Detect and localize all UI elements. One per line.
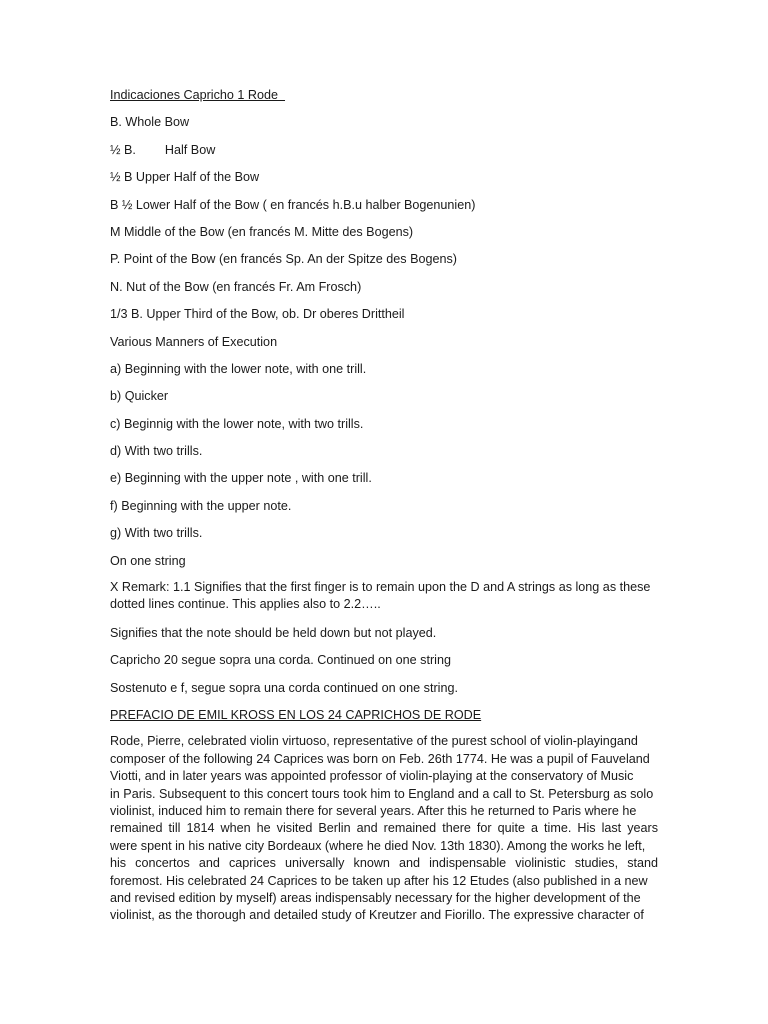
preface-line: violinist, induced him to remain there for several years. After this he returned to Paris where he xyxy=(110,804,637,819)
instruction-line: N. Nut of the Bow (en francés Fr. Am Frosch) xyxy=(110,279,362,294)
preface-heading: PREFACIO DE EMIL KROSS EN LOS 24 CAPRICHOS DE RODE xyxy=(110,708,482,723)
preface-line: Rode, Pierre, celebrated violin virtuoso, representative of the purest school of violin-playingand xyxy=(110,734,638,749)
document-body xyxy=(110,86,658,935)
execution-item: f) Beginning with the upper note. xyxy=(110,498,292,513)
instruction-line: On one string xyxy=(110,553,186,568)
remark-line: dotted lines continue. This applies also to 2.2….. xyxy=(110,597,381,612)
execution-item: c) Beginnig with the lower note, with two trills. xyxy=(110,416,364,431)
preface-line: composer of the following 24 Caprices was born on Feb. 26th 1774. He was a pupil of Fauveland xyxy=(110,751,650,766)
note-line: Capricho 20 segue sopra una corda. Continued on one string xyxy=(110,653,451,668)
note-line: Signifies that the note should be held down but not played. xyxy=(110,625,437,640)
note-line: Sostenuto e f, segue sopra una corda continued on one string. xyxy=(110,680,458,695)
preface-line: were spent in his native city Bordeaux (where he died Nov. 13th 1830). Among the works he left, xyxy=(110,838,646,853)
preface-line: his concertos and caprices universally known and indispensable violinistic studies, stand xyxy=(110,856,658,871)
execution-item: d) With two trills. xyxy=(110,444,203,459)
instruction-line: ½ B Upper Half of the Bow xyxy=(110,170,260,185)
execution-item: g) With two trills. xyxy=(110,526,203,541)
half-bow-label: Half Bow xyxy=(164,142,216,157)
preface-line: Viotti, and in later years was appointed professor of violin-playing at the conservatory of Music xyxy=(110,769,634,784)
preface-line: violinist, as the thorough and detailed study of Kreutzer and Fiorillo. The expressive character of xyxy=(110,908,644,923)
remark-paragraph xyxy=(110,579,658,614)
execution-item: e) Beginning with the upper note , with one trill. xyxy=(110,471,372,486)
instruction-line: B. Whole Bow xyxy=(110,115,190,130)
instruction-line: B ½ Lower Half of the Bow ( en francés h.B.u halber Bogenunien) xyxy=(110,197,476,212)
preface-paragraph xyxy=(110,733,658,924)
preface-line: remained till 1814 when he visited Berlin and remained there for quite a time. His last years xyxy=(110,821,658,836)
section-label: Various Manners of Execution xyxy=(110,334,278,349)
preface-line: foremost. His celebrated 24 Caprices to be taken up after his 12 Etudes (also published in a new xyxy=(110,873,648,888)
preface-line: in Paris. Subsequent to this concert tours took him to England and a call to St. Petersburg as solo xyxy=(110,786,654,801)
instruction-line-half-bow xyxy=(110,141,658,159)
instruction-line: 1/3 B. Upper Third of the Bow, ob. Dr oberes Drittheil xyxy=(110,307,405,322)
half-bow-abbrev: ½ B. xyxy=(110,142,136,157)
remark-line: X Remark: 1.1 Signifies that the first finger is to remain upon the D and A strings as long as these xyxy=(110,580,651,595)
instruction-line: M Middle of the Bow (en francés M. Mitte des Bogens) xyxy=(110,224,414,239)
document-title: Indicaciones Capricho 1 Rode xyxy=(110,88,286,102)
preface-line: and revised edition by myself) areas indispensably necessary for the higher development of the xyxy=(110,891,641,906)
execution-item: b) Quicker xyxy=(110,389,169,404)
instruction-line: P. Point of the Bow (en francés Sp. An der Spitze des Bogens) xyxy=(110,252,458,267)
execution-item: a) Beginning with the lower note, with one trill. xyxy=(110,361,367,376)
